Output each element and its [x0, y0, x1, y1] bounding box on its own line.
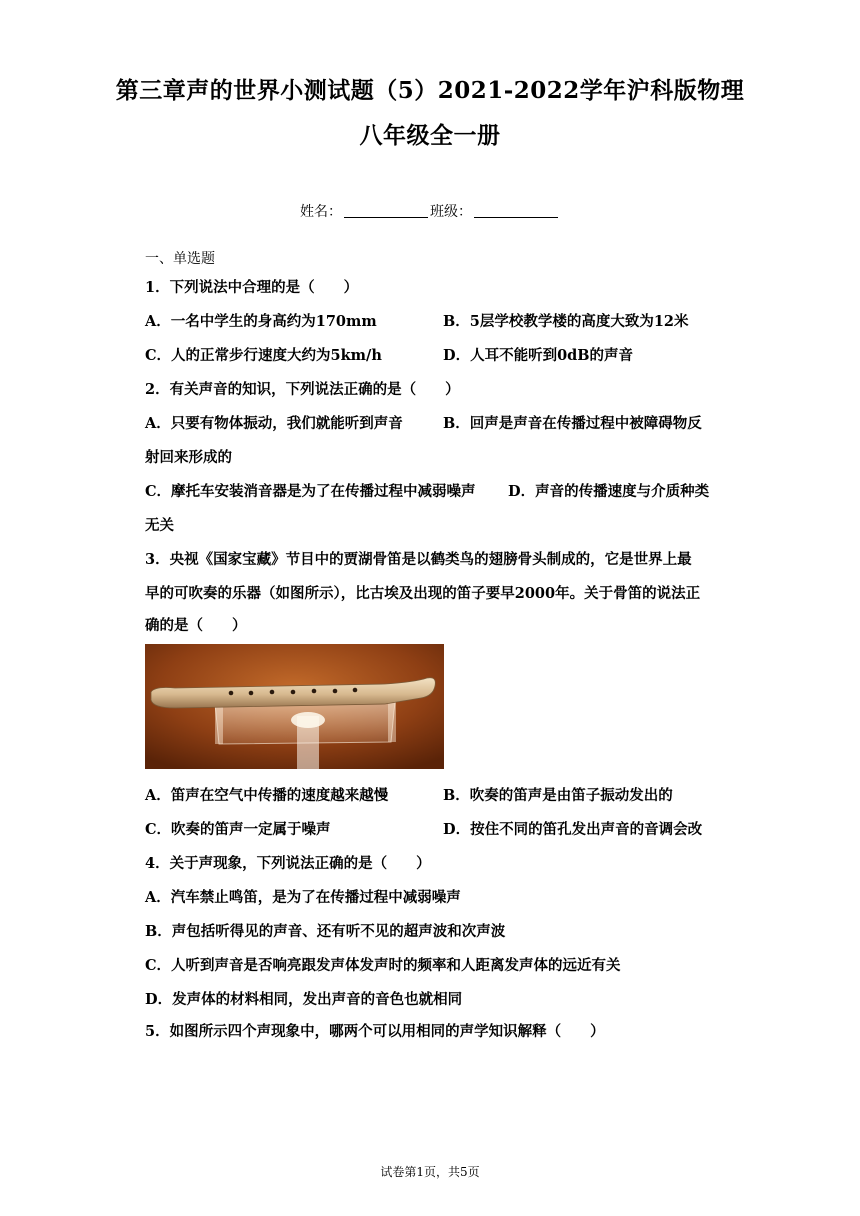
question-1-option-c: C．人的正常步行速度大约为5km/h	[145, 347, 382, 364]
question-1-option-d: D．人耳不能听到0dB的声音	[443, 347, 634, 364]
question-4-stem: 4．关于声现象，下列说法正确的是（ ）	[145, 855, 431, 872]
question-3-option-d: D．按住不同的笛孔发出声音的音调会改	[443, 821, 703, 838]
question-2-option-b: B．回声是声音在传播过程中被障碍物反	[443, 415, 702, 432]
question-3-option-b: B．吹奏的笛声是由笛子振动发出的	[443, 787, 673, 804]
bone-flute-photo	[145, 644, 444, 769]
bone-flute-image	[145, 644, 444, 769]
question-2-stem: 2．有关声音的知识，下列说法正确的是（ ）	[145, 381, 460, 398]
question-4-option-c: C．人听到声音是否响亮跟发声体发声时的频率和人距离发声体的远近有关	[145, 957, 621, 974]
question-2-option-a: A．只要有物体振动，我们就能听到声音	[145, 415, 403, 432]
question-1-option-a: A．一名中学生的身高约为170mm	[145, 313, 377, 330]
section-heading: 一、单选题	[145, 251, 215, 267]
question-3-stem-line2: 早的可吹奏的乐器（如图所示），比古埃及出现的笛子要早2000年。关于骨笛的说法正	[145, 585, 701, 602]
question-2-option-d: D．声音的传播速度与介质种类	[508, 483, 710, 500]
question-2-option-d-cont: 无关	[145, 517, 174, 534]
question-4-option-a: A．汽车禁止鸣笛，是为了在传播过程中减弱噪声	[145, 889, 461, 906]
question-5-stem: 5．如图所示四个声现象中，哪两个可以用相同的声学知识解释（ ）	[145, 1023, 605, 1040]
class-blank[interactable]	[474, 203, 558, 218]
question-3-stem-line1: 3．央视《国家宝藏》节目中的贾湖骨笛是以鹤类鸟的翅膀骨头制成的，它是世界上最	[145, 551, 692, 568]
question-3-option-c: C．吹奏的笛声一定属于噪声	[145, 821, 331, 838]
student-info	[0, 201, 860, 221]
question-2-option-c: C．摩托车安装消音器是为了在传播过程中减弱噪声	[145, 483, 476, 500]
question-3-stem-line3: 确的是（ ）	[145, 617, 247, 634]
class-label: 班级：	[430, 204, 472, 220]
name-label: 姓名：	[300, 204, 342, 220]
question-4-option-d: D．发声体的材料相同，发出声音的音色也就相同	[145, 991, 463, 1008]
question-3-option-a: A．笛声在空气中传播的速度越来越慢	[145, 787, 389, 804]
exam-title-line2: 八年级全一册	[359, 122, 501, 149]
name-blank[interactable]	[344, 203, 428, 218]
question-1-stem: 1．下列说法中合理的是（ ）	[145, 279, 359, 296]
question-1-option-b: B．5层学校教学楼的高度大致为12米	[443, 313, 689, 330]
question-2-option-b-cont: 射回来形成的	[145, 449, 232, 466]
page-footer: 试卷第1页，共5页	[380, 1165, 480, 1179]
question-4-option-b: B．声包括听得见的声音、还有听不见的超声波和次声波	[145, 923, 506, 940]
exam-title-line1: 第三章声的世界小测试题（5）2021-2022学年沪科版物理	[115, 77, 745, 104]
